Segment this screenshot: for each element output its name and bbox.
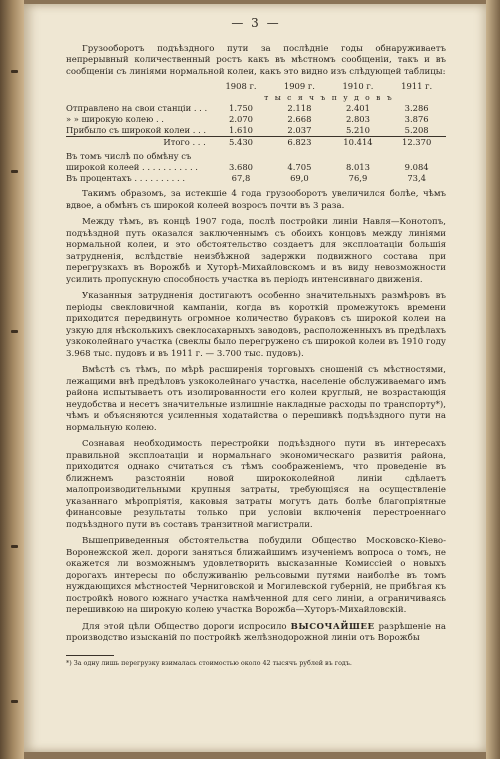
total-row — [66, 137, 446, 149]
table-cell: 2.037 — [287, 125, 312, 135]
table-cell: 4.705 — [287, 162, 312, 172]
table-cell: 1.750 — [229, 103, 253, 113]
book-spine — [0, 0, 24, 759]
page-content — [66, 18, 446, 668]
total-label: Итого . . . — [66, 137, 212, 149]
page-edge — [486, 0, 500, 759]
binding-stitch — [11, 70, 18, 73]
binding-stitch — [11, 545, 18, 548]
row-label: Въ томъ числѣ по обмѣну съ — [66, 151, 192, 161]
table-cell: 1.610 — [229, 125, 253, 135]
table-cell: 73,4 — [407, 173, 426, 183]
table-cell: 2.118 — [287, 103, 312, 113]
table-cell: 2.401 — [345, 103, 370, 113]
table-row — [66, 148, 446, 162]
document-page — [24, 4, 486, 752]
emphasized-word: ВЫСОЧАЙШЕЕ — [290, 621, 375, 632]
binding-stitch — [11, 170, 18, 173]
body-paragraph: Вмѣстѣ съ тѣмъ, по мѣрѣ расширенія торговыхъ сношеній съ мѣстностями, лежащими внѣ предѣловъ узкоколейнаго участка, населеніе обслуживаемаго имъ района испытываетъ отъ изолированности его колеи круглый, не возрастающія неудобства и несетъ значительные излишніе накладные расходы по транспорту*), чѣмъ и объясняются усиленныя ходатайства о перешивкѣ подъѣздного пути на нормальную колею. — [66, 365, 446, 433]
final-text-start: Для этой цѣли Общество дороги испросило — [82, 621, 291, 632]
table-row — [66, 114, 446, 125]
table-cell: 3.286 — [404, 103, 429, 113]
body-paragraph: Вышеприведенныя обстоятельства побудили Общество Московско-Кіево-Воронежской жел. дороги заняться ближайшимъ изученіемъ вопроса о томъ, не окажется ли возможнымъ удовлетворить высказанные Комиссіей о новыхъ дорогахъ интересы по обслуживанію рельсовыми путями наиболѣе въ томъ нуждающихся мѣстностей Черниговской и Могилевской губерній, не прибѣгая къ постройкѣ нового южнаго участка намѣченной для сего линіи, а ограничиваясь перешивкою на широкую колею участка Ворожба—Хуторъ-Михайловскій. — [66, 536, 446, 615]
year-header: 1911 г. — [401, 81, 433, 91]
body-paragraph: Такимъ образомъ, за истекшіе 4 года грузооборотъ увеличился болѣе, чѣмъ вдвое, а обмѣнъ съ широкой колеей возросъ почти въ 3 раза. — [66, 189, 446, 211]
year-header: 1909 г. — [283, 81, 315, 91]
page-number: — 3 — — [231, 16, 281, 30]
table-row — [66, 173, 446, 184]
unit-label: т ы с я ч ъ п у д о в ъ — [264, 93, 394, 102]
row-label: » » широкую колею . . — [66, 114, 164, 124]
table-cell: 76,9 — [348, 173, 368, 183]
table-cell: 8.013 — [345, 162, 370, 172]
table-cell: 69,0 — [290, 173, 309, 183]
final-text-end: разрѣшеніе на производство изысканій по постройкѣ желѣзнодорожной линіи отъ Ворожбы — [66, 621, 447, 643]
table-cell: 5.210 — [345, 125, 370, 135]
year-header: 1908 г. — [225, 81, 257, 91]
row-label: Отправлено на свои станціи . . . — [66, 103, 208, 113]
body-paragraph: Между тѣмъ, въ концѣ 1907 года, послѣ постройки линіи Навля—Конотопъ, подъѣздной путь оказался заключеннымъ съ обоихъ концовъ между линіями нормальной колеи, и это обстоятельство создаетъ для эксплоатаціи большія затрудненія, вслѣдствіе неизбѣжной задержки подвижного состава при перегрузкахъ въ Ворожбѣ и Хуторѣ-Михайловскомъ и въ виду невозможности усилить пропускную способность участка въ періодъ интенсивнаго движенія. — [66, 217, 446, 285]
footnote-divider — [66, 655, 114, 656]
row-label: широкой колеей . . . . . . . . . . . — [66, 162, 198, 172]
table-cell: 3.680 — [229, 162, 253, 172]
body-paragraph: Сознавая необходимость перестройки подъѣздного пути въ интересахъ правильной эксплоатаціи и нормальнаго экономическаго развитія района, приходится однако считаться съ тѣмъ соображеніемъ, что проведеніе въ ближнемъ разстояніи новой ширококолейной линіи сдѣлаетъ малопроизводительными крупныя затраты, требующіяся на осуществленіе указаннаго мѣропріятія, каковыя затраты могутъ дать болѣе благопріятные финансовые результаты только при условіи включенія перестроеннаго подъѣздного пути въ составъ транзитной магистрали. — [66, 439, 446, 530]
table-row — [66, 162, 446, 173]
table-cell: 12.370 — [387, 137, 446, 149]
table-cell: 67,8 — [231, 173, 251, 183]
row-label: Въ процентахъ . . . . . . . . . . — [66, 173, 185, 183]
body-paragraph-final — [66, 622, 446, 645]
table-header-row — [66, 81, 446, 92]
unit-row — [66, 92, 446, 103]
table-row — [66, 125, 446, 137]
year-header: 1910 г. — [342, 81, 374, 91]
intro-paragraph: Грузооборотъ подъѣздного пути за послѣдніе годы обнаруживаетъ непрерывный количественный ростъ какъ въ мѣстномъ сообщеніи, такъ и въ сообщеніи съ линіями нормальной колеи, какъ это видно изъ слѣдующей таблицы: — [66, 43, 446, 77]
table-cell: 5.430 — [212, 137, 270, 149]
row-label: Прибыло съ широкой колеи . . . — [66, 125, 207, 135]
body-paragraph: Указанныя затрудненія достигаютъ особенно значительныхъ размѣровъ въ періоды свекловичной кампаніи, когда въ короткій промежутокъ времени приходится передвинуть огромное количество бураковъ съ широкой колеи на узкую для нѣсколькихъ свеклосахарныхъ заводовъ, расположенныхъ въ предѣлахъ узкоколейнаго участка (свеклы было перегружено съ широкой колеи въ 1910 году 3.968 тыс. пудовъ и въ 1911 г. — 3.700 тыс. пудовъ). — [66, 291, 446, 359]
table-cell: 2.668 — [287, 114, 312, 124]
table-cell: 9.084 — [404, 162, 429, 172]
table-cell: 3.876 — [404, 114, 429, 124]
table-cell: 5.208 — [404, 125, 429, 135]
table-cell: 2.803 — [345, 114, 370, 124]
table-cell: 2.070 — [229, 114, 253, 124]
table-cell: 10.414 — [329, 137, 388, 149]
binding-stitch — [11, 700, 18, 703]
binding-stitch — [11, 330, 18, 333]
footnote: *) За одну лишь перегрузку взималась стоимостью около 42 тысячъ рублей въ годъ. — [66, 658, 352, 667]
table-row — [66, 103, 446, 114]
table-cell: 6.823 — [270, 137, 328, 149]
freight-table — [66, 81, 446, 184]
